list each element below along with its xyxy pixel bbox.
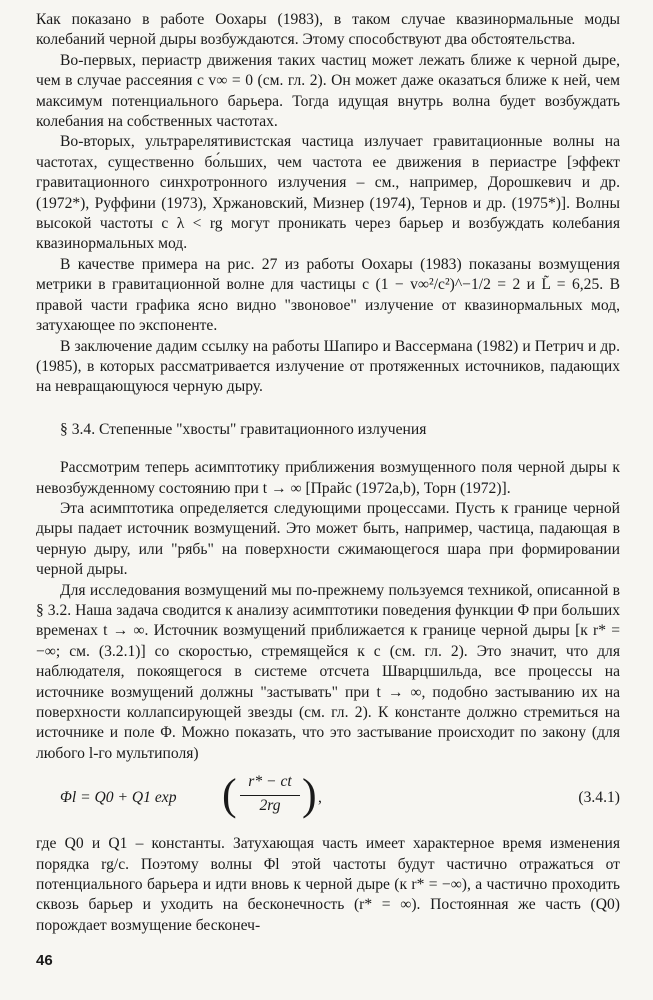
paragraph: Во-вторых, ультрарелятивистская частица излучает гравитационные волны на частотах, существенно бо́льших, чем частота ее движения в периастре [эффект гравитационного синхротронного излучения – см., например, Дорошкевич и др. (1972*), Руффини (1973), Хржановский, Мизнер (1974), Тернов и др. (1975*)]. Волны высокой частоты с λ < rg могут проникать через барьер и возбуждать колебания квазинормальных мод.	[36, 133, 620, 253]
fraction-numerator: r* − ct	[240, 772, 300, 795]
equation-lhs: Φl = Q0 + Q1 exp	[60, 789, 177, 807]
fraction-denominator: 2rg	[259, 796, 281, 814]
paragraph: Во-первых, периастр движения таких частиц может лежать ближе к черной дыре, чем в случае рассеяния с v∞ = 0 (см. гл. 2). Он может даже оказаться ближе к ней, чем максимум потенциального барьера. Тогда идущая внутрь волна будет возбуждать колебания на собственных частотах.	[36, 51, 620, 131]
equation-fraction	[240, 772, 300, 816]
paragraph: Для исследования возмущений мы по-прежнему пользуемся техникой, описанной в § 3.2. Наша задача сводится к анализу асимптотики поведения функции Φ при больших временах t → ∞. Источник возмущений приближается к границе черной дыры [к r* = −∞; см. (3.2.1)] со скоростью, стремящейся к c (см. гл. 2). Это значит, что для наблюдателя, покоящегося в системе отсчета Шварцшильда, все процессы на источнике возмущений должны "застывать" при t → ∞, подобно застыванию их на поверхности коллапсирующей звезды (см. гл. 2). К константе должно стремиться на источнике и поле Φ. Можно показать, что это застывание происходит по закону (для любого l-го мультиполя)	[36, 581, 620, 762]
equation-comma: ,	[318, 789, 322, 807]
right-paren: )	[302, 770, 317, 820]
paragraph: Рассмотрим теперь асимптотику приближения возмущенного поля черной дыры к невозбужденному состоянию при t → ∞ [Прайс (1972a,b), Торн (1972)].	[36, 459, 620, 497]
section-heading: § 3.4. Степенные "хвосты" гравитационного излучения	[60, 420, 427, 438]
paragraph: Эта асимптотика определяется следующими процессами. Пусть к границе черной дыры падает источник возмущений. Это может быть, например, частица, падающая в черную дыру, или "рябь" на поверхности сжимающегося шара при формировании черной дыры.	[36, 499, 620, 579]
page-text	[36, 10, 620, 936]
left-paren: (	[222, 770, 237, 820]
paragraph: Как показано в работе Оохары (1983), в таком случае квазинормальные моды колебаний черной дыры возбуждаются. Этому способствуют два обстоятельства.	[36, 11, 620, 49]
equation-number: (3.4.1)	[578, 789, 620, 807]
paragraph: В заключение дадим ссылку на работы Шапиро и Вассермана (1982) и Петрич и др. (1985), в которых рассматривается излучение от протяженных источников, падающих на невращающуюся черную дыру.	[36, 337, 620, 396]
paragraph: где Q0 и Q1 – константы. Затухающая часть имеет характерное время изменения порядка rg/c. Поэтому волны Φl этой частоты будут частично отражаться от потенциального барьера и идти вновь к черной дыре (к r* = −∞), а частично проходить сквозь барьер и уходить на бесконечность (r* = ∞). Постоянная же часть (Q0) порождает возмущение бесконеч-	[36, 835, 620, 934]
page-number: 46	[36, 952, 53, 969]
equation-3-4-1	[36, 768, 620, 830]
paragraph: В качестве примера на рис. 27 из работы Оохары (1983) показаны возмущения метрики в гравитационной волне для частицы с (1 − v∞²/c²)^−1/2 = 2 и L̃ = 6,25. В правой части графика ясно видно "звоновое" излучение от квазинормальных мод, затухающее по экспоненте.	[36, 255, 620, 335]
